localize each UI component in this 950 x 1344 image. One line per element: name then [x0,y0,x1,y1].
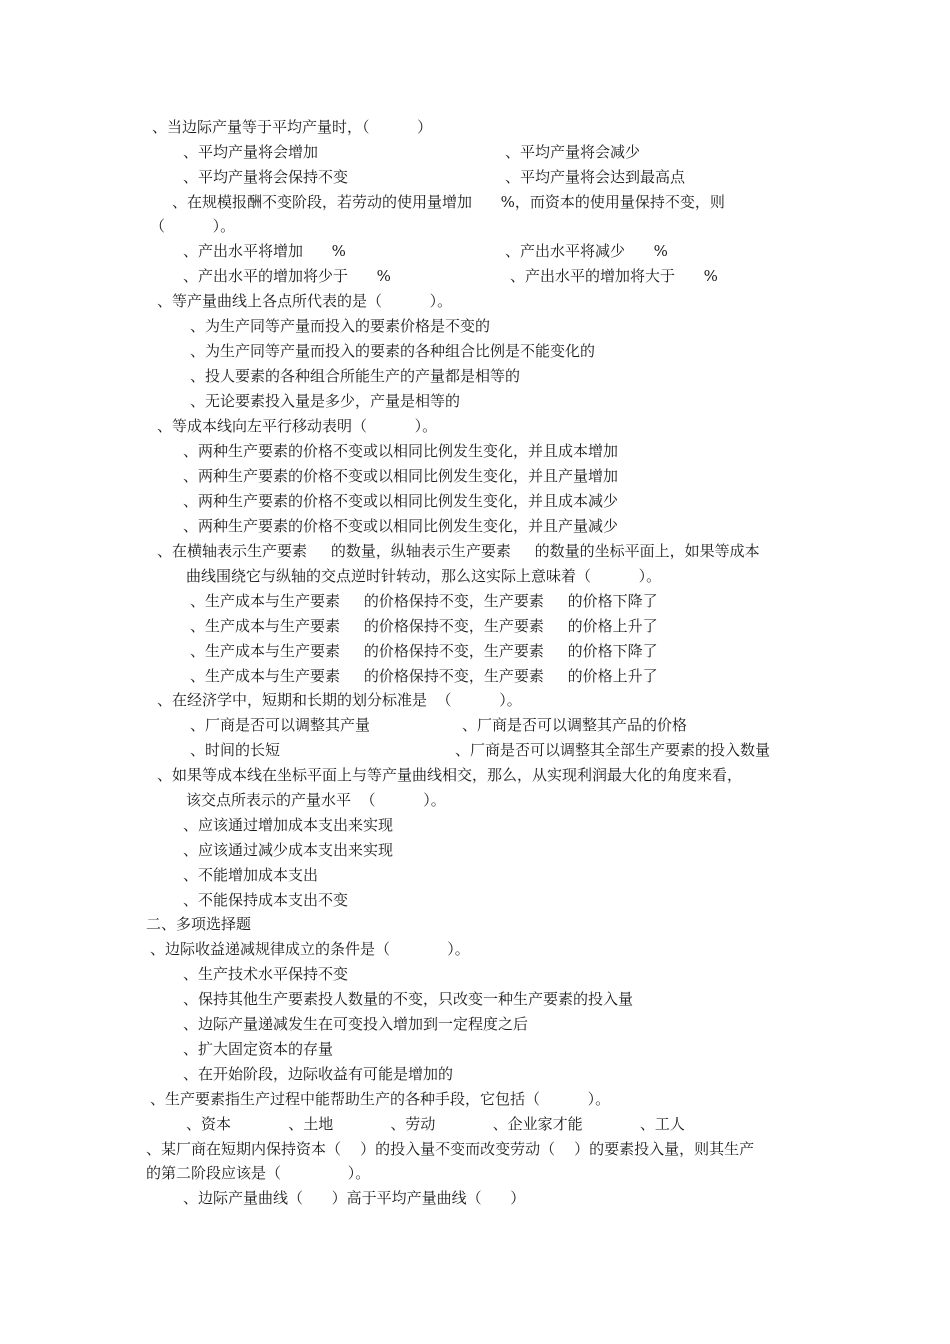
multi-question-1-option-d: 、扩大固定资本的存量 [183,1040,334,1058]
question-7-option-d: 、不能保持成本支出不变 [183,891,349,909]
question-7-stem-line-1: 、如果等成本线在坐标平面上与等产量曲线相交，那么，从实现利润最大化的角度来看， [157,766,743,784]
question-6-stem: 、在经济学中，短期和长期的划分标准是 （ ）。 [157,691,522,709]
multi-question-3-stem-line-1: 、某厂商在短期内保持资本（ ）的投入量不变而改变劳动（ ）的要素投入量，则其生产 [146,1140,755,1158]
question-3-stem: 、等产量曲线上各点所代表的是（ ）。 [157,292,453,310]
question-2-option-a: 、产出水平将增加 % [183,242,346,260]
question-5-option-d: 、生产成本与生产要素 的价格保持不变，生产要素 的价格上升了 [190,667,658,685]
question-6-option-c: 、时间的长短 [190,741,281,759]
question-1-option-a: 、平均产量将会增加 [183,143,319,161]
question-6-option-d: 、厂商是否可以调整其全部生产要素的投入数量 [455,741,771,759]
question-1-option-c: 、平均产量将会保持不变 [183,168,349,186]
question-4-stem: 、等成本线向左平行移动表明（ ）。 [157,417,438,435]
question-7-option-a: 、应该通过增加成本支出来实现 [183,816,394,834]
multi-question-2-stem: 、生产要素指生产过程中能帮助生产的各种手段，它包括（ ）。 [150,1090,611,1108]
question-3-option-b: 、为生产同等产量而投入的要素的各种组合比例是不能变化的 [190,342,596,360]
question-4-option-b: 、两种生产要素的价格不变或以相同比例发生变化，并且产量增加 [183,467,619,485]
multi-question-3-option-a: 、边际产量曲线（ ）高于平均产量曲线（ ） [183,1189,526,1207]
question-4-option-c: 、两种生产要素的价格不变或以相同比例发生变化，并且成本减少 [183,492,619,510]
question-5-option-a: 、生产成本与生产要素 的价格保持不变，生产要素 的价格下降了 [190,592,658,610]
question-1-option-d: 、平均产量将会达到最高点 [505,168,686,186]
question-5-option-c: 、生产成本与生产要素 的价格保持不变，生产要素 的价格下降了 [190,642,658,660]
question-7-option-c: 、不能增加成本支出 [183,866,319,884]
multi-question-3-stem-line-2: 的第二阶段应该是（ ）。 [146,1164,371,1182]
question-5-stem-line-1: 、在横轴表示生产要素 的数量，纵轴表示生产要素 的数量的坐标平面上，如果等成本 [157,542,760,560]
multi-question-1-option-c: 、边际产量递减发生在可变投入增加到一定程度之后 [183,1015,529,1033]
question-1-stem: 、当边际产量等于平均产量时，（ ） [152,118,433,136]
multi-question-1-option-b: 、保持其他生产要素投人数量的不变，只改变一种生产要素的投入量 [183,990,634,1008]
multi-question-1-option-a: 、生产技术水平保持不变 [183,965,349,983]
question-2-option-c: 、产出水平的增加将少于 % [183,267,391,285]
question-7-option-b: 、应该通过减少成本支出来实现 [183,841,394,859]
question-2-stem-line-1: 、在规模报酬不变阶段，若劳动的使用量增加 %，而资本的使用量保持不变，则 [172,193,725,211]
question-5-stem-line-2: 曲线围绕它与纵轴的交点逆时针转动，那么这实际上意味着（ ）。 [186,567,662,585]
question-2-option-b: 、产出水平将减少 % [505,242,668,260]
question-4-option-d: 、两种生产要素的价格不变或以相同比例发生变化，并且产量减少 [183,517,619,535]
question-6-option-b: 、厂商是否可以调整其产品的价格 [462,716,688,734]
multi-question-2-options: 、资本 、土地 、劳动 、企业家才能 、工人 [186,1115,685,1133]
section-2-title: 二、多项选择题 [146,915,252,933]
question-2-stem-line-2: （ ）。 [150,217,236,235]
question-1-option-b: 、平均产量将会减少 [505,143,641,161]
multi-question-1-option-e: 、在开始阶段，边际收益有可能是增加的 [183,1065,454,1083]
question-3-option-d: 、无论要素投入量是多少，产量是相等的 [190,392,461,410]
question-7-stem-line-2: 该交点所表示的产量水平 （ ）。 [186,791,446,809]
question-6-option-a: 、厂商是否可以调整其产量 [190,716,371,734]
question-4-option-a: 、两种生产要素的价格不变或以相同比例发生变化，并且成本增加 [183,442,619,460]
question-3-option-c: 、投人要素的各种组合所能生产的产量都是相等的 [190,367,521,385]
question-2-option-d: 、产出水平的增加将大于 % [510,267,718,285]
multi-question-1-stem: 、边际收益递减规律成立的条件是（ ）。 [150,940,470,958]
question-3-option-a: 、为生产同等产量而投入的要素价格是不变的 [190,317,491,335]
question-5-option-b: 、生产成本与生产要素 的价格保持不变，生产要素 的价格上升了 [190,617,658,635]
